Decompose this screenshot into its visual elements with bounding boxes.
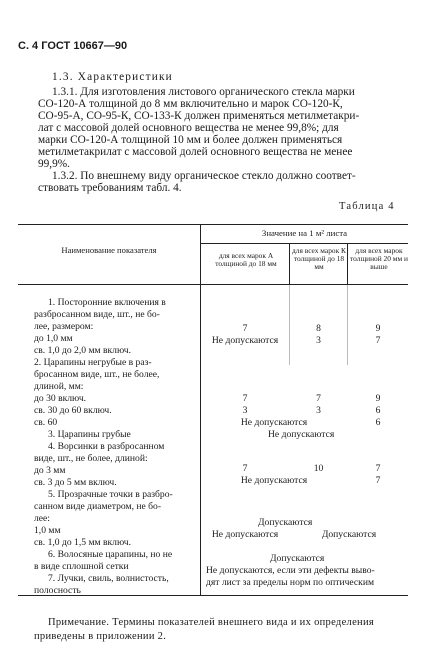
row-label: 7. Лучки, свиль, волнистость,	[48, 573, 169, 584]
row-label: виде, шт., не более, длиной:	[34, 453, 148, 464]
table-head-rule	[18, 284, 408, 285]
cell-value: Не допускаются, если эти дефекты выво-	[206, 565, 375, 576]
paragraph-line: 99,9%.	[38, 158, 71, 170]
row-label: бросанном виде, шт., не более,	[34, 369, 160, 380]
cell-value: 3	[316, 405, 321, 416]
cell-value: 10	[313, 463, 324, 474]
row-label: 1. Посторонние включения в	[48, 297, 166, 308]
head-col-3: для всех марок толщиной 20 мм и выше	[350, 246, 408, 271]
cell-value: 7	[375, 475, 381, 486]
row-label: св. 1,0 до 1,5 мм включ.	[34, 537, 131, 548]
cell-value: дят лист за пределы норм по оптическим	[206, 577, 375, 588]
row-label: св. 60	[34, 417, 58, 428]
column-divider	[289, 243, 290, 284]
cell-value: Не допускаются	[240, 417, 308, 428]
group-rule	[200, 243, 408, 244]
cell-value: 7	[242, 393, 248, 404]
row-label: 5. Прозрачные точки в разбро-	[48, 489, 173, 500]
row-label: разбросанном виде, шт., не бо-	[34, 309, 160, 320]
row-label: санном виде диаметром, не бо-	[34, 501, 162, 512]
cell-value: Допускаются	[258, 517, 313, 528]
row-label: 3. Царапины грубые	[48, 429, 131, 440]
row-label: св. 3 до 5 мм включ.	[34, 477, 117, 488]
paragraph-line: 1.3.2. По внешнему виду органическое стекло должно соответ-	[52, 170, 356, 182]
row-label: до 1,0 мм	[34, 333, 73, 344]
paragraph-line: марки СО-120-А толщиной 10 мм и более должен применяться	[38, 134, 343, 146]
table-caption: Таблица 4	[339, 201, 395, 212]
paragraph-line: СО-120-А толщиной до 8 мм включительно и марок СО-120-К,	[38, 98, 343, 110]
head-col-2: для всех марок К толщиной до 18 мм	[292, 246, 346, 271]
note-line: Примечание. Термины показателей внешнего вида и их определения	[48, 617, 374, 628]
cell-value: 7	[242, 463, 248, 474]
cell-value: Допускаются	[270, 553, 325, 564]
row-label: св. 1,0 до 2,0 мм включ.	[34, 345, 131, 356]
row-label: 6. Волосяные царапины, но не	[48, 549, 173, 560]
cell-value: Не допускаются	[268, 429, 335, 440]
head-col-1: для всех марок А толщиной до 18 мм	[215, 251, 277, 268]
row-label: полосность	[34, 585, 81, 596]
paragraph-line: метилметакрилат с массовой долей основного вещества не менее	[38, 146, 353, 158]
cell-value: 7	[242, 323, 248, 334]
cell-value: Допускаются	[321, 529, 377, 540]
cell-value: 9	[375, 393, 381, 404]
row-label: до 30 включ.	[34, 393, 87, 404]
row-label: лее:	[34, 513, 50, 524]
cell-value: Не допускаются	[211, 335, 279, 346]
cell-value: 3	[316, 335, 321, 346]
head-name: Наименование показателя	[61, 245, 157, 255]
row-label: лее, размером:	[34, 321, 94, 332]
paragraph-line: лат с массовой долей основного вещества не менее 99,8%; для	[38, 122, 339, 134]
cell-value: 6	[375, 417, 381, 428]
cell-value: 8	[316, 323, 321, 334]
cell-value: 9	[375, 323, 381, 334]
paragraph-line: ствовать требованиям табл. 4.	[38, 182, 182, 194]
cell-value: 7	[316, 393, 321, 404]
paragraph-line: 1.3.1. Для изготовления листового органического стекла марки	[52, 86, 355, 98]
row-label: 1,0 мм	[34, 525, 61, 536]
row-label: длиной, мм:	[34, 381, 84, 392]
note-line: приведены в приложении 2.	[34, 631, 167, 642]
cell-value: Не допускаются	[240, 475, 308, 486]
row-label: 2. Царапины негрубые в раз-	[34, 357, 152, 368]
cell-value: 7	[375, 463, 381, 474]
cell-value: 7	[375, 335, 381, 346]
paragraph-line: СО-95-А, СО-95-К, СО-133-К должен применяться метилметакри-	[38, 110, 360, 122]
section-title: 1.3. Характеристики	[52, 71, 173, 83]
page-header: С. 4 ГОСТ 10667—90	[18, 40, 128, 52]
column-divider	[347, 243, 348, 284]
cell-value: 3	[242, 405, 248, 416]
row-label: в виде сплошной сетки	[34, 561, 129, 572]
row-label: 4. Ворсинки в разбросанном	[48, 441, 165, 452]
table-top-rule	[18, 224, 408, 225]
cell-value: Не допускаются	[211, 529, 279, 540]
head-group: Значение на 1 м² листа	[261, 228, 348, 238]
row-label: св. 30 до 60 включ.	[34, 405, 112, 416]
row-label: до 3 мм	[34, 465, 66, 476]
cell-value: 6	[375, 405, 381, 416]
